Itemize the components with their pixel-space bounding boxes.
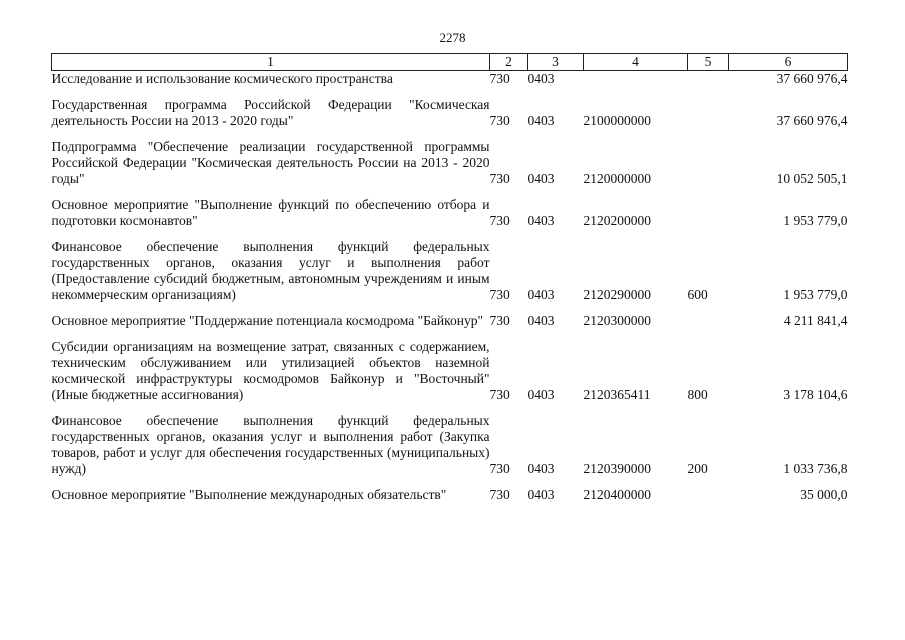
- row-name-cell: Государственная программа Российской Федерации "Космическая деятельность России на 2013 - 2020 годы": [51, 97, 490, 128]
- header-col-5: 5: [688, 54, 729, 71]
- target-code-cell: 2120200000: [583, 213, 651, 228]
- expense-type-cell: [688, 71, 729, 90]
- row-name-cell: Основное мероприятие "Поддержание потенциала космодрома "Байконур": [51, 313, 483, 328]
- ministry-code-cell: 730: [489, 71, 510, 86]
- header-col-4: 4: [584, 54, 688, 71]
- ministry-code-cell: 730: [489, 313, 510, 328]
- section-code-cell: 0403: [527, 287, 555, 302]
- amount-cell: 37 660 976,4: [776, 71, 848, 86]
- amount-cell: 37 660 976,4: [776, 113, 848, 128]
- target-code-cell: 2120390000: [583, 461, 651, 476]
- header-col-3: 3: [528, 54, 584, 71]
- row-name-cell: Финансовое обеспечение выполнения функций федеральных государственных органов, оказания услуг и выполнения работ (Закупка товаров, работ и услуг для обеспечения государственных (муниципальных) нужд): [51, 413, 490, 476]
- expense-type-cell: 200: [687, 461, 708, 476]
- table-row: [52, 189, 848, 231]
- expense-type-cell: 600: [687, 287, 708, 302]
- table-row: [52, 231, 848, 305]
- expense-type-cell: [688, 189, 729, 231]
- expense-type-cell: [688, 131, 729, 189]
- expense-type-cell: 800: [687, 387, 708, 402]
- expense-type-cell: [688, 89, 729, 131]
- target-code-cell: 2120300000: [583, 313, 651, 328]
- amount-cell: 1 033 736,8: [783, 461, 848, 476]
- section-code-cell: 0403: [527, 213, 555, 228]
- amount-cell: 35 000,0: [800, 487, 848, 502]
- table-body: [52, 71, 848, 506]
- section-code-cell: 0403: [527, 113, 555, 128]
- expense-type-cell: [688, 479, 729, 505]
- ministry-code-cell: 730: [489, 213, 510, 228]
- amount-cell: 3 178 104,6: [783, 387, 848, 402]
- header-col-2: 2: [490, 54, 528, 71]
- table-row: [52, 71, 848, 90]
- target-code-cell: [584, 71, 688, 90]
- row-name-cell: Субсидии организациям на возмещение затрат, связанных с содержанием, техническим обслуживанием или утилизацией объектов наземной космической инфраструктуры космодромов Байконур и "Восточный" (Иные бюджетные ассигнования): [51, 339, 490, 402]
- amount-cell: 1 953 779,0: [783, 213, 848, 228]
- section-code-cell: 0403: [527, 387, 555, 402]
- amount-cell: 1 953 779,0: [783, 287, 848, 302]
- section-code-cell: 0403: [527, 313, 555, 328]
- row-name-cell: Основное мероприятие "Выполнение функций по обеспечению отбора и подготовки космонавтов": [51, 197, 490, 228]
- ministry-code-cell: 730: [489, 487, 510, 502]
- table-row: [52, 405, 848, 479]
- budget-table: [51, 53, 848, 505]
- table-row: [52, 305, 848, 331]
- header-row: [52, 54, 848, 71]
- page-number: 2278: [439, 30, 466, 45]
- ministry-code-cell: 730: [489, 387, 510, 402]
- section-code-cell: 0403: [527, 71, 555, 86]
- target-code-cell: 2100000000: [583, 113, 651, 128]
- ministry-code-cell: 730: [489, 287, 510, 302]
- expense-type-cell: [688, 305, 729, 331]
- target-code-cell: 2120290000: [583, 287, 651, 302]
- section-code-cell: 0403: [527, 171, 555, 186]
- target-code-cell: 2120000000: [583, 171, 651, 186]
- table-header: [52, 54, 848, 71]
- section-code-cell: 0403: [527, 487, 555, 502]
- row-name-cell: Финансовое обеспечение выполнения функций федеральных государственных органов, оказания услуг и выполнения работ (Предоставление субсидий бюджетным, автономным учреждениям и иным некоммерческим организациям): [51, 239, 490, 302]
- target-code-cell: 2120400000: [583, 487, 651, 502]
- table-row: [52, 331, 848, 405]
- amount-cell: 4 211 841,4: [783, 313, 848, 328]
- table-row: [52, 89, 848, 131]
- amount-cell: 10 052 505,1: [776, 171, 848, 186]
- target-code-cell: 2120365411: [583, 387, 651, 402]
- row-name-cell: Исследование и использование космического пространства: [51, 71, 393, 86]
- table-row: [52, 131, 848, 189]
- header-col-1: 1: [52, 54, 490, 71]
- table-row: [52, 479, 848, 505]
- ministry-code-cell: 730: [489, 113, 510, 128]
- row-name-cell: Подпрограмма "Обеспечение реализации государственной программы Российской Федерации "Космическая деятельность России на 2013 - 2020 годы": [51, 139, 490, 186]
- ministry-code-cell: 730: [489, 171, 510, 186]
- section-code-cell: 0403: [527, 461, 555, 476]
- header-col-6: 6: [729, 54, 848, 71]
- ministry-code-cell: 730: [489, 461, 510, 476]
- row-name-cell: Основное мероприятие "Выполнение международных обязательств": [51, 487, 447, 502]
